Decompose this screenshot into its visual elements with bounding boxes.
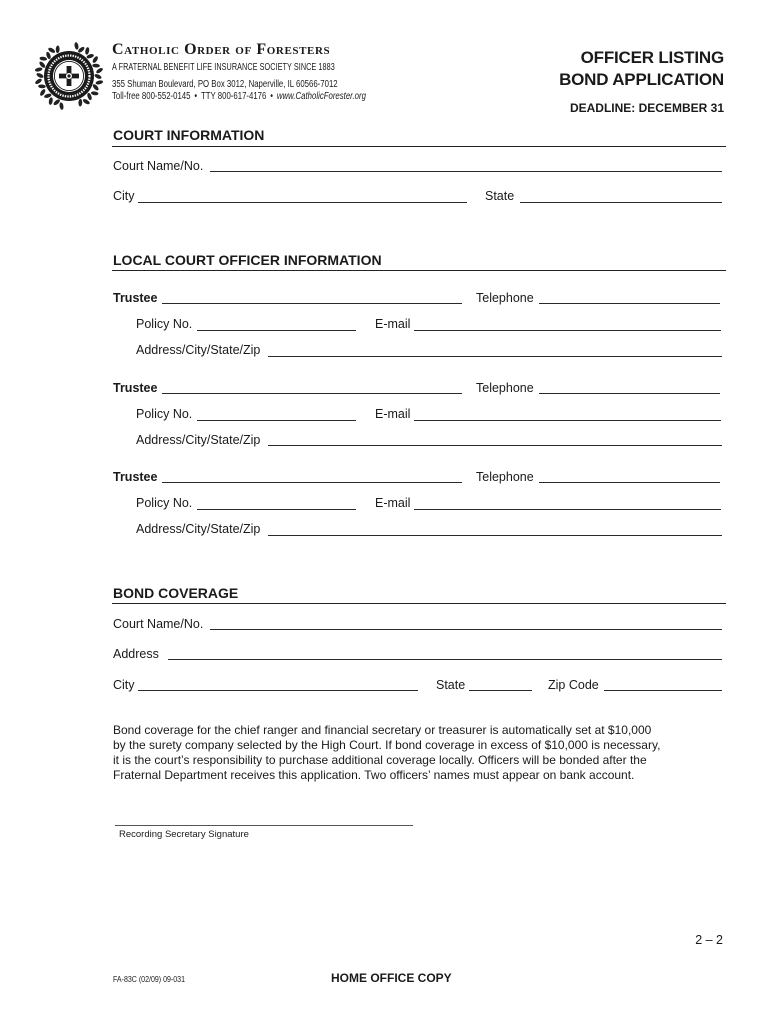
wreath-leaf: [35, 67, 43, 72]
trustee-1-email-field[interactable]: [414, 330, 721, 331]
state-label: State: [485, 189, 515, 203]
wreath-leaf: [59, 102, 64, 110]
wreath-leaf: [95, 67, 103, 74]
bond-state-field[interactable]: [469, 690, 532, 691]
wreath-leaf: [78, 99, 82, 107]
city-label: City: [113, 189, 135, 203]
telephone-label: Telephone: [476, 470, 534, 484]
bond-address-label: Address: [113, 647, 159, 661]
wreath-leaf: [91, 91, 99, 96]
wreath-leaf: [36, 72, 44, 79]
wreath-leaf: [94, 73, 102, 80]
city-field[interactable]: [138, 202, 467, 203]
trustee-3-email-field[interactable]: [414, 509, 721, 510]
deadline-notice: DEADLINE: DECEMBER 31: [569, 101, 724, 115]
address-label: Address/City/State/Zip: [136, 343, 261, 357]
organization-tagline: A FRATERNAL BENEFIT LIFE INSURANCE SOCIETY SINCE 1883: [112, 61, 335, 73]
policy-no-label: Policy No.: [136, 496, 193, 510]
telephone-label: Telephone: [476, 291, 534, 305]
trustee-label: Trustee: [113, 291, 158, 305]
organization-contact: [112, 91, 366, 103]
trustee-2-telephone-field[interactable]: [539, 393, 720, 394]
notice-line: Fraternal Department receives this application. Two officers’ names must appear on bank account.: [113, 768, 635, 782]
bond-zip-label: Zip Code: [548, 678, 599, 692]
trustee-1-name-field[interactable]: [162, 303, 462, 304]
section-divider: [112, 270, 726, 271]
telephone-label: Telephone: [476, 381, 534, 395]
section-divider: [112, 603, 726, 604]
bond-city-field[interactable]: [138, 690, 418, 691]
policy-no-label: Policy No.: [136, 407, 193, 421]
bullet-separator: •: [194, 91, 198, 102]
section-title-officer-information: LOCAL COURT OFFICER INFORMATION: [113, 252, 382, 268]
trustee-2-address-field[interactable]: [268, 445, 722, 446]
policy-no-label: Policy No.: [136, 317, 193, 331]
signature-field[interactable]: [115, 825, 413, 826]
email-label: E-mail: [375, 407, 411, 421]
notice-line: Bond coverage for the chief ranger and financial secretary or treasurer is automatically set at $10,000: [113, 723, 652, 737]
trustee-2-email-field[interactable]: [414, 420, 721, 421]
section-title-court-information: COURT INFORMATION: [113, 127, 265, 143]
trustee-1-telephone-field[interactable]: [539, 303, 720, 304]
wreath-leaf: [56, 45, 60, 53]
seal-logo: [33, 40, 105, 112]
wreath-leaf: [92, 63, 100, 67]
trustee-1-policy-field[interactable]: [197, 330, 356, 331]
trustee-2-policy-field[interactable]: [197, 420, 356, 421]
signature-label: Recording Secretary Signature: [119, 829, 249, 840]
tty-number: TTY 800-617-4176: [201, 91, 267, 102]
bond-zip-field[interactable]: [604, 690, 722, 691]
page-number: 2 – 2: [695, 933, 723, 947]
trustee-label: Trustee: [113, 470, 158, 484]
copy-designation: HOME OFFICE COPY: [331, 971, 452, 985]
trustee-2-name-field[interactable]: [162, 393, 462, 394]
address-label: Address/City/State/Zip: [136, 433, 261, 447]
trustee-3-policy-field[interactable]: [197, 509, 356, 510]
wreath-leaf: [95, 80, 103, 85]
court-name-label: Court Name/No.: [113, 159, 204, 173]
wreath-leaf: [38, 84, 46, 88]
email-label: E-mail: [375, 317, 411, 331]
form-title-line-2: BOND APPLICATION: [559, 70, 724, 89]
bond-court-name-field[interactable]: [210, 629, 722, 630]
section-title-bond-coverage: BOND COVERAGE: [113, 585, 239, 601]
form-title-line-1: OFFICER LISTING: [580, 48, 724, 67]
bullet-separator: •: [270, 91, 274, 102]
bond-coverage-notice: [113, 723, 660, 783]
wreath-leaf: [48, 97, 53, 105]
bond-city-label: City: [113, 678, 135, 692]
wreath-leaf: [74, 42, 79, 50]
bond-address-field[interactable]: [168, 659, 722, 660]
form-code: FA-83C (02/09) 09-031: [113, 975, 186, 984]
court-name-field[interactable]: [210, 171, 722, 172]
organization-address: 355 Shuman Boulevard, PO Box 3012, Naperville, IL 60566-7012: [112, 79, 338, 90]
trustee-3-address-field[interactable]: [268, 535, 722, 536]
email-label: E-mail: [375, 496, 411, 510]
trustee-3-telephone-field[interactable]: [539, 482, 720, 483]
section-divider: [112, 146, 726, 147]
organization-name: Catholic Order of Foresters: [112, 41, 331, 58]
wreath-leaf: [85, 47, 90, 55]
bond-court-name-label: Court Name/No.: [113, 617, 204, 631]
notice-line: by the surety company selected by the High Court. If bond coverage in excess of $10,000 is necessary,: [113, 738, 661, 752]
wreath-leaf: [34, 78, 42, 85]
trustee-1-address-field[interactable]: [268, 356, 722, 357]
toll-free-number: Toll-free 800-552-0145: [112, 91, 191, 102]
address-label: Address/City/State/Zip: [136, 522, 261, 536]
wreath-leaf: [39, 56, 47, 61]
trustee-label: Trustee: [113, 381, 158, 395]
notice-line: it is the court’s responsibility to purchase additional coverage locally. Officers will be bonded after the: [113, 753, 647, 767]
trustee-3-name-field[interactable]: [162, 482, 462, 483]
bond-state-label: State: [436, 678, 466, 692]
website-address: www.CatholicForester.org: [276, 91, 366, 102]
state-field[interactable]: [520, 202, 722, 203]
